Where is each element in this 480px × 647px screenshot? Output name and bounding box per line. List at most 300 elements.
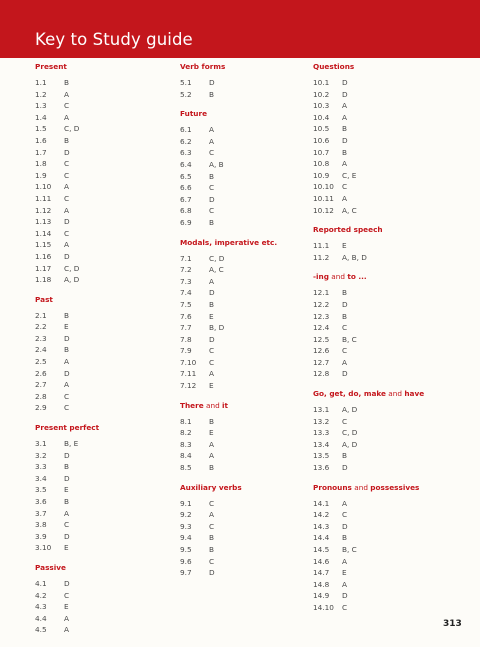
answer-row [35, 508, 99, 520]
answer-key: C [209, 556, 215, 566]
question-number: 10.6 [313, 135, 330, 145]
answer-key: C [64, 159, 70, 169]
section-title-part: Auxiliary verbs [180, 482, 242, 492]
answer-row [35, 542, 99, 554]
question-number: 7.5 [180, 299, 192, 309]
answer-row [313, 112, 424, 124]
answer-key: D [342, 521, 348, 531]
question-number: 2.7 [35, 380, 47, 390]
answer-row [180, 264, 277, 276]
answer-key: A [342, 101, 347, 111]
answer-row [180, 567, 277, 579]
answer-row [313, 299, 424, 311]
section-title [180, 238, 277, 248]
answer-key: D [342, 369, 348, 379]
answer-key: D [209, 334, 215, 344]
answer-key: B [342, 288, 348, 298]
question-number: 14.7 [313, 568, 330, 578]
answer-row [35, 368, 99, 380]
answer-row [313, 404, 424, 416]
question-number: 14.3 [313, 521, 330, 531]
question-number: 14.2 [313, 510, 330, 520]
question-number: 1.17 [35, 263, 52, 273]
answer-key: A [342, 193, 347, 203]
answer-key: E [342, 568, 347, 578]
answer-key: C [64, 403, 70, 413]
answer-key: D [64, 147, 70, 157]
answer-row [35, 379, 99, 391]
question-number: 6.2 [180, 136, 192, 146]
question-number: 8.5 [180, 463, 192, 473]
section-title-part: Modals, imperative etc. [180, 237, 278, 247]
question-number: 4.3 [35, 602, 47, 612]
answer-row [313, 77, 424, 89]
page-title: Key to Study guide [35, 30, 193, 49]
question-number: 8.1 [180, 416, 192, 426]
question-number: 12.2 [313, 299, 330, 309]
answer-key: C [64, 590, 70, 600]
question-number: 1.4 [35, 112, 47, 122]
answer-row [313, 252, 424, 264]
answer-key: B [209, 533, 215, 543]
answer-section [35, 62, 99, 286]
answer-key: D [342, 78, 348, 87]
answer-row [35, 519, 99, 531]
answer-key: E [209, 311, 214, 321]
question-number: 1.14 [35, 228, 52, 238]
question-number: 5.2 [180, 89, 192, 99]
answer-row [35, 123, 99, 135]
answer-key: B [64, 78, 70, 87]
answer-section [180, 483, 277, 579]
answer-section [180, 62, 277, 100]
question-number: 13.5 [313, 451, 330, 461]
question-number: 12.4 [313, 323, 330, 333]
answer-row [35, 274, 99, 286]
answer-row [313, 450, 424, 462]
answer-key: B [209, 545, 215, 554]
answer-row [313, 357, 424, 369]
answer-key: D [209, 78, 215, 87]
answer-key: A [64, 508, 69, 518]
question-number: 14.6 [313, 556, 330, 566]
answer-row [35, 77, 99, 89]
answer-section [313, 483, 424, 614]
answer-key: B, C [342, 334, 357, 344]
answer-row [35, 613, 99, 625]
answer-row [180, 368, 277, 380]
question-number: 6.5 [180, 171, 192, 181]
question-number: 1.16 [35, 251, 52, 261]
answer-key: B [209, 299, 215, 309]
question-number: 3.9 [35, 531, 47, 541]
answer-row [35, 181, 99, 193]
answer-key: A [342, 498, 347, 508]
answer-key: D [342, 89, 348, 99]
section-title-part: Passive [35, 562, 66, 572]
answer-row [180, 416, 277, 428]
answer-key: B [342, 147, 348, 157]
answer-row [35, 496, 99, 508]
answer-row [313, 147, 424, 159]
question-number: 13.1 [313, 405, 330, 415]
question-number: 7.11 [180, 369, 197, 379]
answer-key: B [64, 310, 70, 320]
answer-row [35, 251, 99, 263]
answer-key: D [64, 531, 70, 541]
question-number: 4.4 [35, 613, 47, 623]
answer-section [35, 423, 99, 554]
answer-row [35, 228, 99, 240]
answer-key: C [64, 170, 70, 180]
answer-key: A [64, 625, 69, 635]
answer-row [313, 590, 424, 602]
question-number: 7.6 [180, 311, 192, 321]
answer-row [313, 416, 424, 428]
answer-key: B [209, 171, 215, 181]
answer-row [180, 450, 277, 462]
question-number: 1.15 [35, 240, 52, 250]
answer-row [35, 89, 99, 101]
question-number: 2.4 [35, 345, 47, 355]
question-number: 6.3 [180, 148, 192, 158]
answer-row [180, 345, 277, 357]
question-number: 12.7 [313, 357, 330, 367]
question-number: 13.2 [313, 416, 330, 426]
section-title-part: Past [35, 294, 53, 304]
answer-key: B, D [209, 323, 225, 333]
answer-row [313, 345, 424, 357]
answer-row [35, 391, 99, 403]
answer-key: A [342, 357, 347, 367]
answer-key: A [64, 613, 69, 623]
answer-key: B [64, 345, 70, 355]
answer-row [180, 147, 277, 159]
answer-row [313, 427, 424, 439]
question-number: 11.2 [313, 252, 330, 262]
answer-key: B [342, 124, 348, 134]
answer-key: D [64, 450, 70, 460]
answer-row [313, 439, 424, 451]
answer-key: C, D [209, 253, 225, 263]
answer-key: A [64, 112, 69, 122]
question-number: 8.2 [180, 428, 192, 438]
question-number: 3.4 [35, 473, 47, 483]
question-number: 9.4 [180, 533, 192, 543]
answer-row [180, 89, 277, 101]
question-number: 6.6 [180, 183, 192, 193]
answer-column-1 [35, 62, 99, 636]
answer-row [35, 484, 99, 496]
answer-key: A [342, 159, 347, 169]
answer-section [313, 272, 424, 380]
answer-row [180, 253, 277, 265]
question-number: 10.1 [313, 78, 330, 87]
answer-row [35, 601, 99, 613]
answer-key: A, B [209, 159, 224, 169]
answer-key: D [64, 578, 70, 588]
answer-row [180, 509, 277, 521]
answer-row [313, 602, 424, 614]
answer-key: E [64, 485, 69, 495]
answer-key: D [64, 473, 70, 483]
answer-row [35, 590, 99, 602]
answer-row [35, 100, 99, 112]
answer-row [313, 205, 424, 217]
answer-row [180, 205, 277, 217]
question-number: 14.1 [313, 498, 330, 508]
section-title-part: it [222, 400, 229, 410]
question-number: 6.1 [180, 125, 192, 135]
answer-row [313, 123, 424, 135]
answer-section [313, 62, 424, 216]
answer-row [180, 217, 277, 229]
question-number: 7.12 [180, 381, 197, 391]
question-number: 6.7 [180, 194, 192, 204]
answer-row [180, 427, 277, 439]
answer-key: A, C [209, 265, 224, 275]
answer-row [180, 287, 277, 299]
answer-key: C [209, 498, 215, 508]
question-number: 1.18 [35, 275, 52, 285]
question-number: 7.9 [180, 346, 192, 356]
answer-row [180, 462, 277, 474]
question-number: 4.2 [35, 590, 47, 600]
question-number: 2.1 [35, 310, 47, 320]
question-number: 2.3 [35, 333, 47, 343]
question-number: 7.7 [180, 323, 192, 333]
question-number: 9.5 [180, 545, 192, 554]
answer-row [180, 136, 277, 148]
answer-key: E [342, 241, 347, 251]
answer-key: C [209, 148, 215, 158]
answer-row [180, 334, 277, 346]
answer-row [180, 357, 277, 369]
answer-row [35, 531, 99, 543]
answer-key: C [64, 193, 70, 203]
question-number: 1.5 [35, 124, 47, 134]
answer-key: A, D [342, 439, 358, 449]
answer-key: D [342, 463, 348, 473]
question-number: 14.9 [313, 591, 330, 601]
question-number: 3.5 [35, 485, 47, 495]
answer-row [313, 521, 424, 533]
answer-key: D [64, 251, 70, 261]
section-title-part: -ing [313, 272, 329, 282]
answer-key: E [64, 543, 69, 553]
question-number: 8.4 [180, 451, 192, 461]
question-number: 9.7 [180, 568, 192, 578]
section-title-part: to ... [347, 272, 367, 282]
answer-key: C [209, 206, 215, 216]
question-number: 10.7 [313, 147, 330, 157]
question-number: 10.5 [313, 124, 330, 134]
answer-key: B [64, 462, 70, 472]
answer-key: A [209, 276, 214, 286]
question-number: 14.8 [313, 579, 330, 589]
answer-row [313, 368, 424, 380]
question-number: 9.1 [180, 498, 192, 508]
answer-key: C, D [342, 428, 358, 438]
answer-row [313, 311, 424, 323]
answer-row [313, 322, 424, 334]
page-number: 313 [443, 619, 462, 629]
section-title-part: Present perfect [35, 423, 100, 433]
answer-key: C, E [342, 170, 357, 180]
answer-row [180, 77, 277, 89]
answer-key: B, C [342, 545, 357, 554]
answer-row [313, 170, 424, 182]
answer-row [313, 158, 424, 170]
question-number: 4.5 [35, 625, 47, 635]
question-number: 3.2 [35, 450, 47, 460]
answer-section [180, 109, 277, 228]
answer-key: C [64, 520, 70, 530]
answer-key: C [209, 521, 215, 531]
section-title-part: have [404, 389, 425, 399]
answer-column-3 [313, 62, 424, 614]
question-number: 12.5 [313, 334, 330, 344]
section-title-part: There [180, 400, 204, 410]
answer-key: A [209, 136, 214, 146]
answer-key: C, D [64, 124, 80, 134]
question-number: 12.1 [313, 288, 330, 298]
answer-key: B [209, 217, 215, 227]
question-number: 1.2 [35, 89, 47, 99]
question-number: 9.3 [180, 521, 192, 531]
question-number: 3.1 [35, 439, 47, 449]
question-number: 7.8 [180, 334, 192, 344]
answer-key: D [342, 591, 348, 601]
answer-key: D [209, 568, 215, 578]
answer-row [35, 578, 99, 590]
answer-row [180, 532, 277, 544]
answer-key: A [209, 510, 214, 520]
answer-key: D [64, 368, 70, 378]
answer-key: B [64, 497, 70, 506]
question-number: 10.3 [313, 101, 330, 111]
answer-row [313, 498, 424, 510]
answer-key: D [342, 135, 348, 145]
answer-row [180, 556, 277, 568]
answer-key: C [342, 510, 348, 520]
answer-row [35, 344, 99, 356]
answer-row [35, 473, 99, 485]
question-number: 5.1 [180, 78, 192, 87]
question-number: 2.5 [35, 357, 47, 367]
section-title [313, 62, 424, 72]
question-number: 7.2 [180, 265, 192, 275]
question-number: 1.9 [35, 170, 47, 180]
question-number: 4.1 [35, 578, 47, 588]
answer-row [35, 112, 99, 124]
answer-row [313, 556, 424, 568]
question-number: 6.9 [180, 217, 192, 227]
section-title-part: Verb forms [180, 62, 226, 71]
answer-key: C [64, 101, 70, 111]
answer-row [35, 402, 99, 414]
answer-row [35, 216, 99, 228]
answer-key: A [64, 89, 69, 99]
answer-row [180, 124, 277, 136]
answer-row [313, 181, 424, 193]
question-number: 3.3 [35, 462, 47, 472]
section-title [313, 389, 424, 399]
answer-row [180, 498, 277, 510]
question-number: 12.8 [313, 369, 330, 379]
answer-row [35, 438, 99, 450]
section-title-part: Future [180, 109, 208, 119]
answer-key: C [64, 391, 70, 401]
answer-key: C [209, 346, 215, 356]
answer-key: D [209, 194, 215, 204]
answer-row [35, 193, 99, 205]
answer-key: A [209, 439, 214, 449]
section-title-part: and [328, 272, 348, 282]
answer-row [313, 89, 424, 101]
answer-key: E [209, 381, 214, 391]
answer-row [313, 240, 424, 252]
section-title [180, 483, 277, 493]
answer-key: A [64, 182, 69, 192]
section-title [180, 401, 277, 411]
answer-key: E [64, 322, 69, 332]
answer-section [35, 563, 99, 636]
question-number: 9.6 [180, 556, 192, 566]
section-title [180, 109, 277, 119]
answer-key: A, C [342, 205, 357, 215]
answer-key: A [209, 369, 214, 379]
answer-key: B [209, 89, 215, 99]
answer-row [180, 322, 277, 334]
question-number: 1.12 [35, 205, 52, 215]
answer-row [35, 135, 99, 147]
answer-row [313, 509, 424, 521]
answer-row [35, 356, 99, 368]
section-title [313, 225, 424, 235]
section-title-part: and [203, 400, 223, 410]
section-title-part: Pronouns [313, 482, 352, 492]
answer-key: B [64, 135, 70, 145]
question-number: 7.1 [180, 253, 192, 263]
answer-row [180, 380, 277, 392]
answer-row [180, 299, 277, 311]
answer-key: C [209, 183, 215, 193]
question-number: 3.6 [35, 497, 47, 506]
question-number: 10.12 [313, 205, 334, 215]
answer-row [180, 311, 277, 323]
answer-key: C [342, 602, 348, 612]
answer-row [180, 276, 277, 288]
question-number: 14.5 [313, 545, 330, 554]
answer-section [313, 389, 424, 474]
answer-row [35, 624, 99, 636]
question-number: 10.9 [313, 170, 330, 180]
answer-row [180, 182, 277, 194]
section-title-part: possessives [370, 482, 420, 492]
section-title [313, 272, 424, 282]
answer-key: E [209, 428, 214, 438]
answer-row [313, 579, 424, 591]
question-number: 1.13 [35, 217, 52, 227]
question-number: 14.4 [313, 533, 330, 543]
answer-row [35, 170, 99, 182]
answer-row [313, 532, 424, 544]
answer-key: B [342, 311, 348, 321]
section-title [35, 62, 99, 72]
answer-key: A [64, 357, 69, 367]
answer-key: C [342, 416, 348, 426]
